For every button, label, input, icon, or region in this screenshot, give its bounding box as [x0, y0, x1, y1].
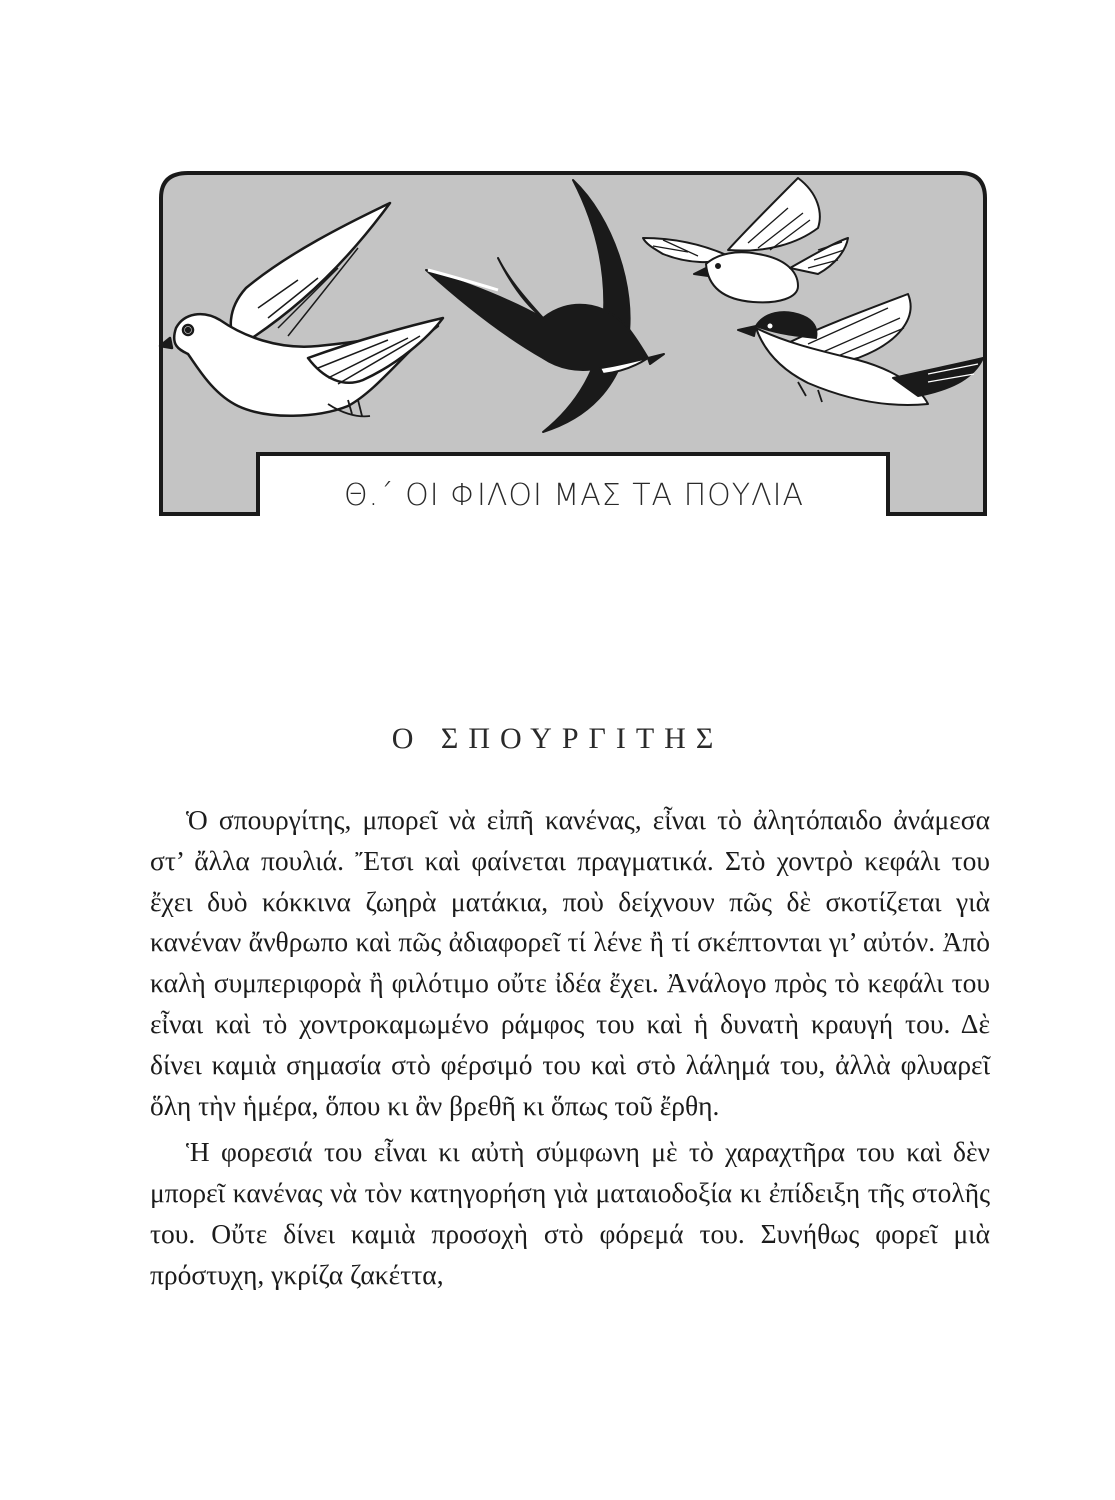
paragraph: Ὁ σπουργίτης, μπορεῖ νὰ εἰπῆ κανένας, εἶναι τὸ ἀλητόπαιδο ἀνάμεσα στ’ ἄλλα πουλιά. Ἔτσι καὶ φαίνεται πραγματικά. Στὸ χοντρὸ κεφάλι του ἔχει δυὸ κόκκινα ζωηρὰ ματάκια, ποὺ δείχνουν πῶς δὲ σκοτίζεται γιὰ κανέναν ἄνθρωπο καὶ πῶς ἀδιαφορεῖ τί λένε ἢ τί σκέπτονται γι’ αὐτόν. Ἀπὸ καλὴ συμπεριφορὰ ἢ φιλότιμο οὔτε ἰδέα ἔχει. Ἀνάλογο πρὸς τὸ κεφάλι του εἶναι καὶ τὸ χοντροκαμωμένο ράμφος του καὶ ἡ δυνατὴ κραυγή του. Δὲ δίνει καμιὰ σημασία στὸ φέρσιμό του καὶ στὸ λάλημά του, ἀλλὰ φλυαρεῖ ὅλη τὴν ἡμέρα, ὅπου κι ἂν βρεθῆ κι ὅπως τοῦ ἔρθη.	[150, 804, 990, 1121]
story-body	[150, 800, 990, 1296]
chapter-banner	[158, 168, 990, 522]
paragraph: Ἡ φορεσιά του εἶναι κι αὐτὴ σύμφωνη μὲ τὸ χαραχτῆρα του καὶ δὲν μπορεῖ κανένας νὰ τὸν κατηγορήση γιὰ ματαιοδοξία κι ἐπίδειξη τῆς στολῆς του. Οὔτε δίνει καμιὰ προσοχὴ στὸ φόρεμά του. Συνήθως φορεῖ μιὰ πρόστυχη, γκρίζα ζακέττα,	[150, 1136, 990, 1290]
chapter-title: Θ.΄ ΟΙ ΦΙΛΟΙ ΜΑΣ ΤΑ ΠΟΥΛΙΑ	[343, 478, 805, 513]
story-title: Ο ΣΠΟΥΡΓΙΤΗΣ	[391, 722, 724, 755]
birds-illustration	[158, 168, 990, 522]
